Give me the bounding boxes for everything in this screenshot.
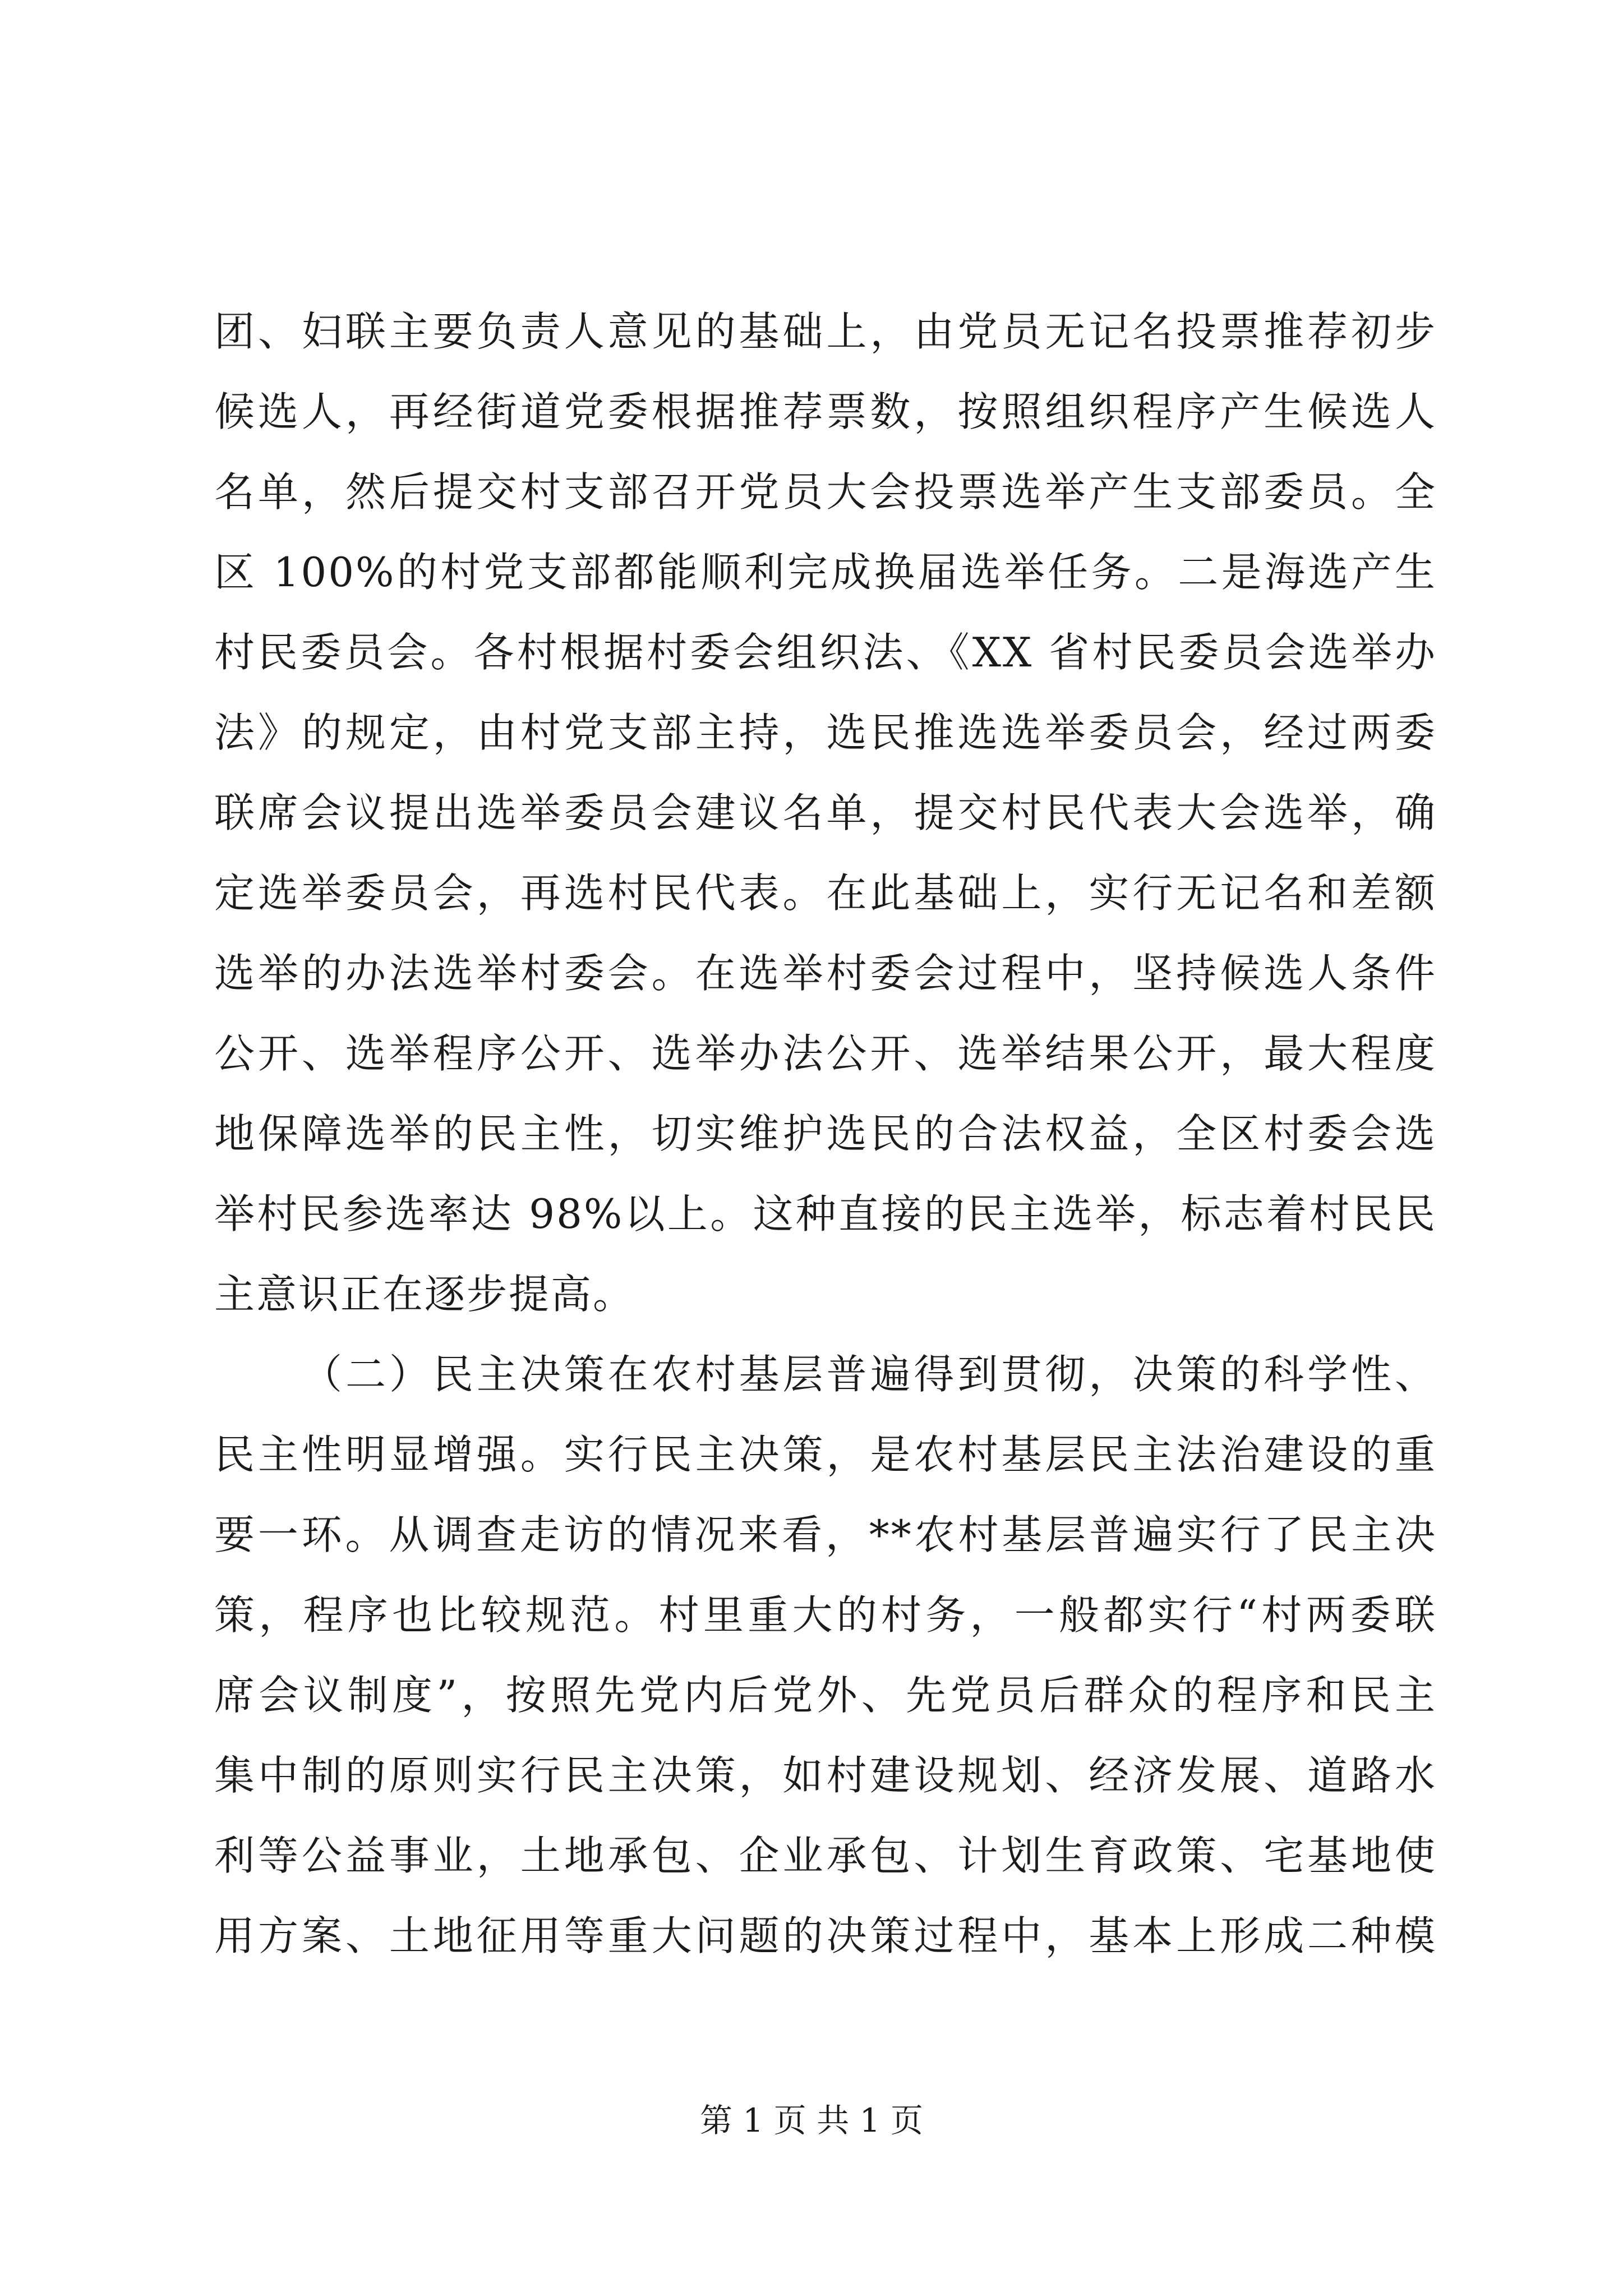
body-text-line: 举村民参选率达 98%以上。这种直接的民主选举，标志着村民民 bbox=[214, 1190, 1437, 1237]
body-text-line: 联席会议提出选举委员会建议名单，提交村民代表大会选举，确 bbox=[214, 789, 1437, 836]
body-text-line: 集中制的原则实行民主决策，如村建设规划、经济发展、道路水 bbox=[214, 1752, 1437, 1799]
body-text-line: 席会议制度”，按照先党内后党外、先党员后群众的程序和民主 bbox=[214, 1672, 1437, 1719]
body-text-line: 主意识正在逐步提高。 bbox=[214, 1271, 635, 1318]
section-heading-line: （二）民主决策在农村基层普遍得到贯彻，决策的科学性、 bbox=[302, 1351, 1437, 1398]
body-text-line: 利等公益事业，土地承包、企业承包、计划生育政策、宅基地使 bbox=[214, 1832, 1437, 1879]
body-text-line: 团、妇联主要负责人意见的基础上，由党员无记名投票推荐初步 bbox=[214, 308, 1437, 355]
body-text-line: 法》的规定，由村党支部主持，选民推选选举委员会，经过两委 bbox=[214, 709, 1437, 756]
body-text-line: 定选举委员会，再选村民代表。在此基础上，实行无记名和差额 bbox=[214, 869, 1437, 917]
page-number-footer: 第 1 页 共 1 页 bbox=[700, 2101, 923, 2139]
body-text-line: 村民委员会。各村根据村委会组织法、《XX 省村民委员会选举办 bbox=[214, 629, 1437, 676]
body-text-line: 选举的办法选举村委会。在选举村委会过程中，坚持候选人条件 bbox=[214, 950, 1437, 997]
body-text-line: 用方案、土地征用等重大问题的决策过程中，基本上形成二种模 bbox=[214, 1912, 1437, 1959]
body-text-line: 名单，然后提交村支部召开党员大会投票选举产生支部委员。全 bbox=[214, 468, 1437, 516]
body-text-line: 区 100%的村党支部都能顺利完成换届选举任务。二是海选产生 bbox=[214, 549, 1437, 596]
document-body bbox=[214, 292, 1437, 1976]
body-text-line: 策，程序也比较规范。村里重大的村务，一般都实行“村两委联 bbox=[214, 1591, 1437, 1639]
body-text-line: 公开、选举程序公开、选举办法公开、选举结果公开，最大程度 bbox=[214, 1030, 1437, 1077]
body-text-line: 民主性明显增强。实行民主决策，是农村基层民主法治建设的重 bbox=[214, 1431, 1437, 1478]
body-text-line: 地保障选举的民主性，切实维护选民的合法权益，全区村委会选 bbox=[214, 1110, 1437, 1157]
body-text-line: 要一环。从调查走访的情况来看，**农村基层普遍实行了民主决 bbox=[214, 1511, 1437, 1558]
body-text-line: 候选人，再经街道党委根据推荐票数，按照组织程序产生候选人 bbox=[214, 388, 1437, 435]
